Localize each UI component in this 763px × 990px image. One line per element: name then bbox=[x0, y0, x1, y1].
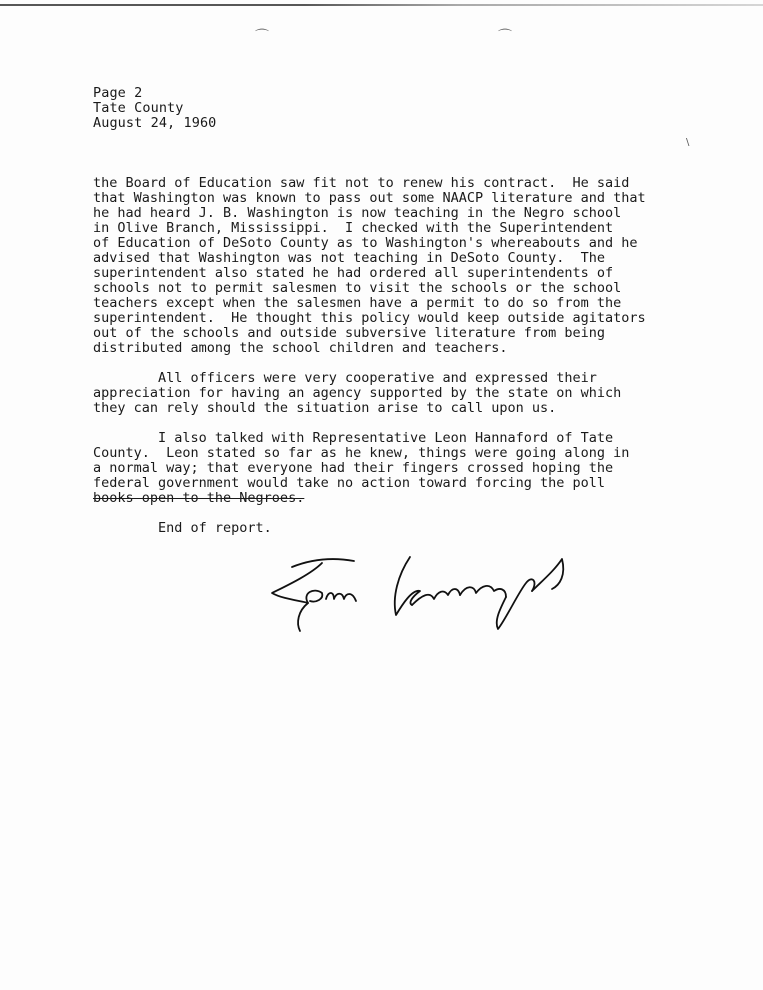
text-line: teachers except when the salesmen have a permit to do so from the bbox=[93, 295, 622, 311]
text-line: in Olive Branch, Mississippi. I checked with the Superintendent bbox=[93, 220, 614, 236]
struck-text-line: books open to the Negroes. bbox=[93, 490, 305, 506]
paragraph-gap bbox=[93, 506, 733, 521]
scan-mark: \ bbox=[686, 137, 690, 148]
paragraph-gap bbox=[93, 416, 733, 431]
page-number: Page 2 bbox=[93, 85, 143, 101]
text-line: I also talked with Representative Leon Hannaford of Tate bbox=[93, 430, 614, 446]
text-line: County. Leon stated so far as he knew, things were going along in bbox=[93, 445, 630, 461]
text-line: appreciation for having an agency supported by the state on which bbox=[93, 385, 622, 401]
text-line: he had heard J. B. Washington is now teaching in the Negro school bbox=[93, 205, 622, 221]
text-line: superintendent. He thought this policy would keep outside agitators bbox=[93, 310, 646, 326]
text-line: a normal way; that everyone had their fingers crossed hoping the bbox=[93, 460, 614, 476]
letter-header bbox=[93, 86, 216, 131]
paragraph-3 bbox=[93, 431, 733, 506]
text-line: federal government would take no action toward forcing the poll bbox=[93, 475, 606, 491]
paragraph-1 bbox=[93, 176, 733, 356]
text-line: they can rely should the situation arise to call upon us. bbox=[93, 400, 557, 416]
text-line: the Board of Education saw fit not to renew his contract. He said bbox=[93, 175, 630, 191]
text-line: superintendent also stated he had ordered all superintendents of bbox=[93, 265, 614, 281]
date-line: August 24, 1960 bbox=[93, 115, 217, 131]
paragraph-gap bbox=[93, 356, 733, 371]
text-line: distributed among the school children and teachers. bbox=[93, 340, 508, 356]
paragraph-2 bbox=[93, 371, 733, 416]
letter-body bbox=[93, 176, 733, 536]
handwritten-signature bbox=[262, 545, 582, 640]
text-line: that Washington was known to pass out some NAACP literature and that bbox=[93, 190, 646, 206]
top-rule bbox=[0, 4, 763, 6]
scan-mark: ⌒ bbox=[255, 29, 269, 45]
text-line: of Education of DeSoto County as to Washington's whereabouts and he bbox=[93, 235, 638, 251]
county-line: Tate County bbox=[93, 100, 184, 116]
text-line: advised that Washington was not teaching in DeSoto County. The bbox=[93, 250, 606, 266]
scan-mark: ⌒ bbox=[498, 29, 512, 45]
text-line: All officers were very cooperative and expressed their bbox=[93, 370, 597, 386]
text-line: out of the schools and outside subversive literature from being bbox=[93, 325, 606, 341]
closing-line: End of report. bbox=[93, 520, 272, 536]
text-line: schools not to permit salesmen to visit the schools or the school bbox=[93, 280, 622, 296]
